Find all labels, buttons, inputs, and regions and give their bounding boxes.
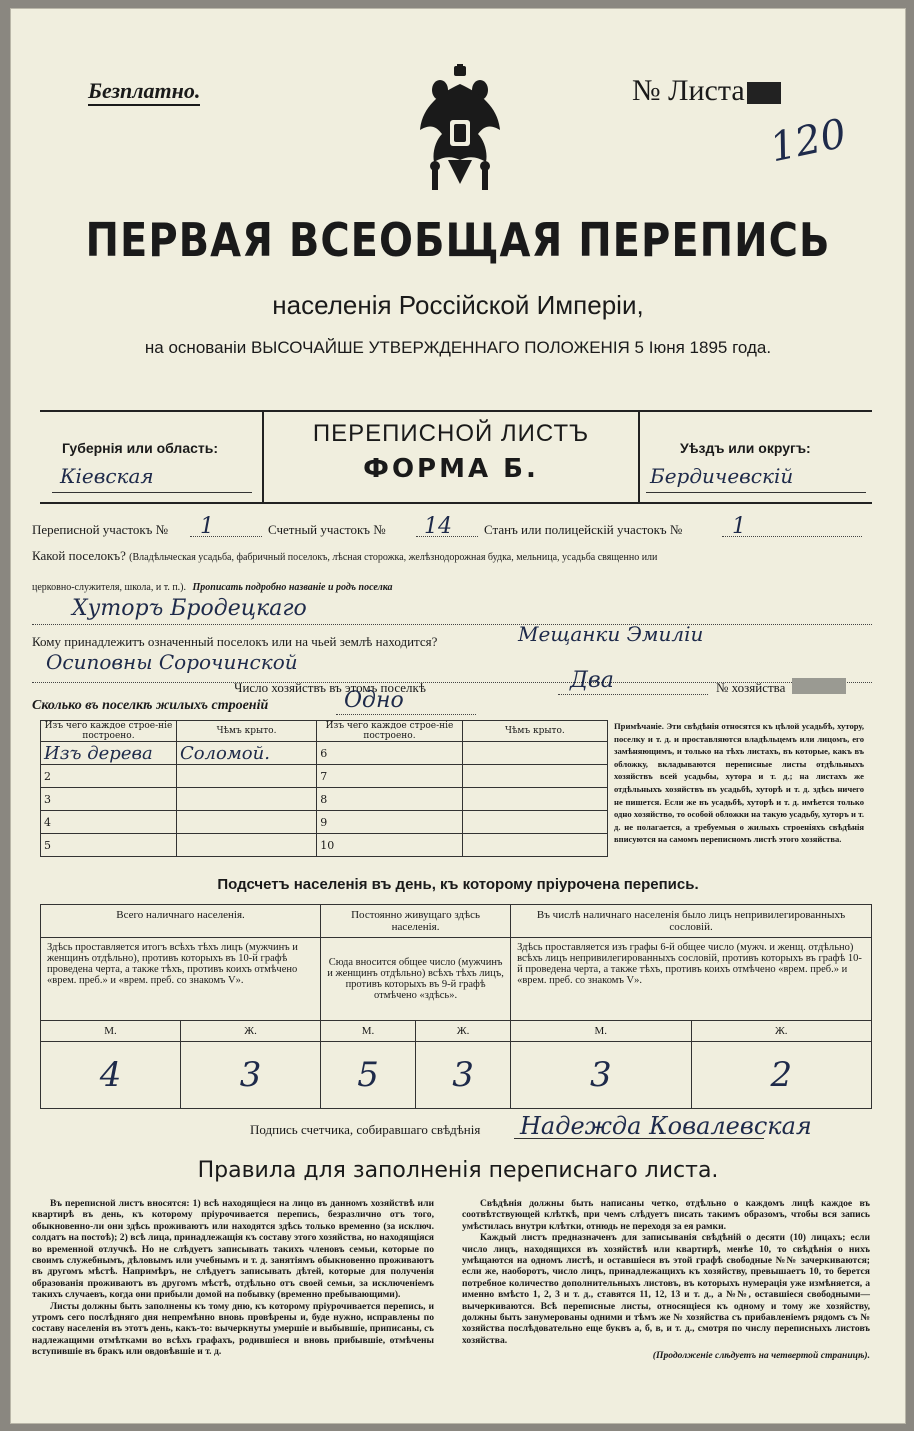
owner-label: Кому принадлежитъ означенный поселокъ или на чьей землѣ находится?	[32, 634, 438, 649]
building-number-2: 2	[44, 769, 51, 783]
building-roof-cell	[176, 788, 316, 811]
building-roof-cell	[176, 834, 316, 857]
household-no-label: № хозяйства	[716, 680, 786, 695]
total-male: 4	[41, 1042, 181, 1109]
building-material-cell	[41, 742, 177, 765]
building-roof-cell	[176, 811, 316, 834]
building-number-9: 9	[320, 815, 328, 829]
col-roof-right: Чѣмъ крыто.	[462, 721, 607, 742]
province-label: Губернія или область:	[62, 440, 219, 456]
count-area-label: Счетный участокъ №	[268, 522, 386, 537]
census-sheet	[10, 8, 906, 1424]
census-area-value: 1	[200, 514, 214, 539]
building-number-7: 7	[320, 769, 328, 783]
col1-title: Всего наличнаго населенія.	[41, 905, 321, 938]
building-number-4: 4	[44, 815, 51, 829]
rules-continued: (Продолженіе слѣдуетъ на четвертой страницѣ).	[652, 1350, 870, 1362]
building-number-8: 8	[320, 792, 328, 806]
settlement-row	[32, 548, 872, 564]
building-number-10: 10	[320, 838, 335, 852]
buildings-table	[40, 720, 608, 857]
building-number-cell	[317, 834, 463, 857]
stan-value: 1	[732, 514, 746, 539]
legal-basis: на основаніи ВЫСОЧАЙШЕ УТВЕРЖДЕННАГО ПОЛОЖЕНІЯ 5 Іюня 1895 года.	[144, 338, 772, 357]
dwellings-label: Сколько въ поселкѣ жилыхъ строеній	[32, 698, 269, 713]
signature-line	[514, 1138, 764, 1139]
building-number-cell	[317, 788, 463, 811]
col1-text: Здѣсь проставляется итогъ всѣхъ тѣхъ лицъ (мужчинъ и женщинъ отдѣльно), противъ которыхъ въ 10-й графѣ проведена черта, а также тѣхъ, противъ коихъ отмѣчено «врем. преб.» и «врем. преб. со знакомъ V».	[41, 938, 321, 1021]
col2-text: Сюда вносится общее число (мужчинъ и женщинъ отдѣльно) всѣхъ тѣхъ лицъ, противъ которыхъ въ 9-й графѣ отмѣчено «здѣсь».	[321, 938, 511, 1021]
building-number-cell	[317, 765, 463, 788]
building-material-1: Изъ дерева	[44, 742, 153, 764]
building-roof-cell	[462, 811, 607, 834]
sheet-number-label: № Листа	[632, 74, 745, 107]
rules-left-paragraph-1: Въ переписной листъ вносятся: 1) всѣ находящіеся на лицо въ данномъ хозяйствѣ или квартирѣ въ день, къ которому пріурочивается перепись, безразлично отъ того, обыкновенно-ли они здѣсь проживаютъ или находятся здѣсь только временно (за исключ. солдатъ на постоѣ); 2) всѣ лица, принадлежащія къ составу этого хозяйства, но находящіяся во временной отлучкѣ. Но не слѣдуетъ записывать такихъ членовъ семьи, которые по своимъ служебнымъ, дѣловымъ или учебнымъ и т. д. занятіямъ обыкновенно проживаютъ въ другомъ мѣстѣ. Напримѣръ, не слѣдуетъ записывать дѣтей, которые для полученія образованія проживаютъ въ другомъ мѣстѣ, отдѣльно отъ своей семьи, за исключеніемъ такихъ случаевъ, когда они прибыли домой на побывку (временно пребывающими).	[32, 1198, 434, 1301]
areas-row	[32, 514, 872, 540]
double-headed-eagle-emblem	[418, 64, 502, 204]
note-text: Примѣчаніе. Эти свѣдѣнія относятся къ цѣлой усадьбѣ, хутору, поселку и т. д. и проставляются владѣльцемъ или лицомъ, его замѣняющимъ, и только на тѣхъ листахъ, въ которые, какъ въ обложку, вкладываются переписные листы отдѣльныхъ хозяйствъ всей усадьбы, хутора и т. д.; на листахъ же отдѣльныхъ хозяйствъ въ усадьбѣ, хуторѣ и т. д. здѣсь ничего не пишется. Если же въ усадьбѣ, хуторѣ и т. д. имѣется только одно хозяйство, то особой обложки на такую усадьбу, хуторъ и т. д. не полагается, а требуемыя о жилыхъ строеніяхъ свѣдѣнія вписуются на самомъ переписномъ листѣ этого хозяйства.	[614, 721, 864, 845]
male-header: М.	[41, 1021, 181, 1042]
col-material-right: Изъ чего каждое строе-ніе построено.	[317, 721, 463, 742]
count-heading: Подсчетъ населенія въ день, къ которому пріурочена перепись.	[217, 876, 699, 893]
settlement-hint-row	[32, 582, 872, 593]
owner-value-1: Мещанки Эмиліи	[518, 622, 704, 646]
dwellings-value: Одно	[344, 688, 404, 713]
col3-title: Въ числѣ наличнаго населенія было лицъ непривилегированныхъ сословій.	[511, 905, 872, 938]
female-header: Ж.	[181, 1021, 321, 1042]
col2-title: Постоянно живущаго здѣсь населенія.	[321, 905, 511, 938]
rules-right-paragraph-1: Свѣдѣнія должны быть написаны четко, отдѣльно о каждомъ лицѣ каждое въ соотвѣтствующей клѣткѣ, при чемъ слѣдуетъ писать такимъ образомъ, чтобы вся запись умѣстилась внутри клѣтки, отнюдь не переходя за ея рамки.	[462, 1198, 870, 1232]
handwritten-number: 120	[766, 110, 851, 172]
male-header: М.	[511, 1021, 691, 1042]
unprivileged-male: 3	[511, 1042, 691, 1109]
col3-text: Здѣсь проставляется изъ графы 6-й общее число (мужч. и женщ. отдѣльно) всѣхъ лицъ непривилегированныхъ сословій, противъ которыхъ въ графѣ 10-й проведена черта, а также тѣхъ, противъ коихъ отмѣчено «врем. преб.» и «врем. преб. со знакомъ V».	[511, 938, 872, 1021]
dwellings-line	[336, 714, 476, 715]
building-number-cell	[41, 834, 177, 857]
settlement-line	[32, 598, 872, 625]
count-area-line	[416, 536, 478, 537]
building-roof-cell	[462, 742, 607, 765]
signature-value: Надежда Ковалевская	[520, 1112, 812, 1140]
building-number-cell	[41, 765, 177, 788]
building-number-5: 5	[44, 838, 51, 852]
page-subtitle: населенія Россійской Имперіи,	[272, 290, 644, 320]
stan-label: Станъ или полицейскій участокъ №	[484, 522, 683, 537]
owner-value-2: Осиповны Сорочинской	[46, 650, 298, 674]
settlement-hint: (Владѣльческая усадьба, фабричный поселокъ, лѣсная сторожка, желѣзнодорожная будка, мельница, усадьба священно или	[129, 552, 658, 563]
form-title-cell	[262, 412, 640, 502]
table-row	[41, 742, 608, 765]
rules-right-column	[462, 1198, 870, 1362]
resident-male: 5	[321, 1042, 416, 1109]
table-row	[41, 765, 608, 788]
settlement-label: Какой поселокъ?	[32, 548, 126, 563]
census-area-line	[190, 536, 262, 537]
province-value: Кіевская	[60, 464, 154, 488]
page-title: ПЕРВАЯ ВСЕОБЩАЯ ПЕРЕПИСЬ	[85, 214, 831, 268]
building-roof-cell	[176, 742, 316, 765]
households-line	[558, 694, 708, 695]
settlement-hint-2: церковно-служителя, школа, и т. п.).	[32, 582, 186, 593]
count-area-value: 14	[424, 514, 452, 539]
unprivileged-female: 2	[691, 1042, 871, 1109]
redacted-block	[792, 678, 846, 694]
sheet-number	[632, 74, 781, 108]
col-material-left: Изъ чего каждое строе-ніе построено.	[41, 721, 177, 742]
building-roof-cell	[462, 834, 607, 857]
total-female: 3	[181, 1042, 321, 1109]
building-roof-cell	[462, 788, 607, 811]
female-header: Ж.	[691, 1021, 871, 1042]
col-roof-left: Чѣмъ крыто.	[176, 721, 316, 742]
settlement-hint-3: Прописать подробно названіе и родъ поселка	[192, 582, 393, 593]
building-number-cell	[41, 811, 177, 834]
rules-right-paragraph-2: Каждый листъ предназначенъ для записыванія свѣдѣній о десяти (10) лицахъ; если число лицъ, находящихся въ хозяйствѣ или квартирѣ, менѣе 10, то свѣдѣнія о нихъ умѣщаются на одномъ листѣ, и оставшіеся въ этой графѣ свободные №№ зачеркиваются; если же, наоборотъ, число лицъ, принадлежащихъ къ хозяйству, превышаетъ 10, то берется потребное количество дополнительныхъ листовъ, въ которыхъ нумерація уже измѣняется, а именно вмѣсто 1, 2, 3 и т. д., ставятся 11, 12, 13 и т. д., а №№, оставшіеся свободными—вычеркиваются. Всѣ переписные листы, относящіеся къ одному и тому же хозяйству, должны быть занумерованы одними и тѣмъ же № хозяйства съ прибавленіемъ рядомъ съ № хозяйства послѣдовательно еще буквъ а, б, в, и т. д., смотря по числу переписныхъ листовъ хозяйства.	[462, 1232, 870, 1346]
district-value: Бердичевскій	[650, 464, 794, 488]
female-header: Ж.	[416, 1021, 511, 1042]
form-name: ФОРМА Б.	[363, 454, 539, 484]
resident-female: 3	[416, 1042, 511, 1109]
province-line	[52, 492, 252, 493]
rules-left-paragraph-2: Листы должны быть заполнены къ тому дню, къ которому пріурочивается перепись, и утромъ сего послѣдняго дня непремѣнно вновь провѣрены и, буде нужно, исправлены по составу населенія въ этотъ день, какъ-то: вычеркнуты умершіе и выбывшіе, приписаны, съ надлежащими отмѣтками во всѣхъ графахъ, родившіеся и вновь прибывшіе, отмѣчены вступившіе въ бракъ или овдовѣвшіе и т. д.	[32, 1300, 434, 1358]
building-number-cell	[41, 788, 177, 811]
redacted-block	[747, 82, 781, 104]
households-label: Число хозяйствъ въ этомъ поселкѣ	[234, 680, 426, 695]
table-row	[41, 1042, 872, 1109]
signature-label: Подпись счетчика, собиравшаго свѣдѣнія	[250, 1122, 481, 1137]
district-line	[646, 492, 866, 493]
stan-line	[722, 536, 862, 537]
free-label: Безплатно.	[88, 78, 200, 106]
male-header: М.	[321, 1021, 416, 1042]
settlement-value: Хуторъ Бродецкаго	[72, 596, 307, 621]
district-label: Уѣздъ или округъ:	[680, 440, 811, 456]
table-row	[41, 834, 608, 857]
rules-left-column	[32, 1198, 434, 1358]
building-roof-cell	[462, 765, 607, 788]
table-row	[41, 811, 608, 834]
form-header-box	[40, 410, 872, 504]
building-number-6: 6	[320, 746, 328, 760]
building-number-3: 3	[44, 792, 51, 806]
sheet-title: ПЕРЕПИСНОЙ ЛИСТЪ	[312, 420, 590, 447]
rules-title: Правила для заполненія переписнаго листа.	[197, 1158, 719, 1183]
households-value: Два	[570, 668, 614, 693]
building-number-cell	[317, 811, 463, 834]
building-number-cell	[317, 742, 463, 765]
population-count-table	[40, 904, 872, 1109]
building-roof-1: Соломой.	[179, 742, 270, 764]
building-roof-cell	[176, 765, 316, 788]
census-area-label: Переписной участокъ №	[32, 522, 169, 537]
table-row	[41, 788, 608, 811]
